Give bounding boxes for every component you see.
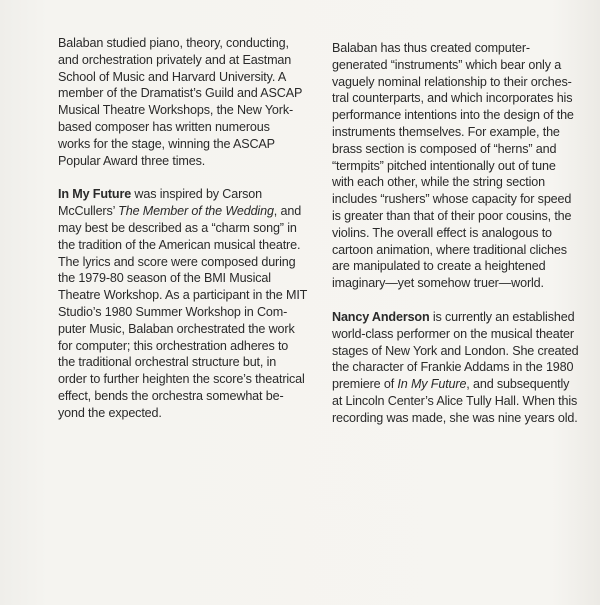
text-line: the 1979-80 season of the BMI Musical xyxy=(58,271,271,286)
text-line: are manipulated to create a heightened xyxy=(332,259,546,274)
text-line xyxy=(332,309,577,326)
text-line: cartoon animation, where traditional cliches xyxy=(332,242,567,257)
text-line: order to further heighten the score’s theatrical xyxy=(58,372,305,387)
text-line: Balaban has thus created computer- xyxy=(332,41,530,55)
text-line: Studio’s 1980 Summer Workshop in Com- xyxy=(58,304,288,319)
text-line: the character of Frankie Addams in the 1980 xyxy=(332,360,574,375)
work-description-paragraph xyxy=(58,186,308,421)
text-line: for computer; this orchestration adheres to xyxy=(58,338,289,353)
left-column xyxy=(58,35,308,439)
text-line: imaginary—yet somehow truer—world. xyxy=(332,276,544,291)
text-line: world-class performer on the musical theater xyxy=(332,326,574,341)
text-line xyxy=(58,186,303,203)
text-run: McCullers’ xyxy=(58,204,119,219)
biography-paragraph xyxy=(58,35,303,169)
text-line: member of the Dramatist’s Guild and ASCAP xyxy=(58,86,303,101)
text-line: Musical Theatre Workshops, the New York- xyxy=(58,103,294,118)
text-line: the traditional orchestral structure but, in xyxy=(58,355,277,370)
performer-paragraph xyxy=(332,309,577,427)
text-line xyxy=(332,376,577,393)
source-title: The Member of the Wedding xyxy=(118,204,274,219)
text-line: works for the stage, winning the ASCAP xyxy=(58,136,275,151)
text-line: at Lincoln Center’s Alice Tully Hall. When this xyxy=(332,393,578,408)
right-column xyxy=(332,40,577,444)
text-run: is currently an established xyxy=(429,309,575,324)
text-line: generated “instruments” which bear only a xyxy=(332,57,562,72)
text-line: The lyrics and score were composed during xyxy=(58,254,296,269)
text-line: brass section is composed of “herns” and xyxy=(332,141,557,156)
instruments-paragraph xyxy=(332,40,577,292)
text-line: tral counterparts, and which incorporates his xyxy=(332,91,573,106)
work-title-italic: In My Future xyxy=(397,377,467,392)
text-line: yond the expected. xyxy=(58,405,162,420)
text-line: Theatre Workshop. As a participant in the MIT xyxy=(58,288,308,303)
text-line: Balaban studied piano, theory, conducting, xyxy=(58,36,289,50)
text-line: based composer has written numerous xyxy=(58,119,270,134)
text-line: stages of New York and London. She created xyxy=(332,343,579,358)
text-line: puter Music, Balaban orchestrated the work xyxy=(58,321,295,336)
text-line: instruments themselves. For example, the xyxy=(332,124,560,139)
text-line: may best be described as a “charm song” in xyxy=(58,220,297,235)
text-line: performance intentions into the design of the xyxy=(332,108,574,123)
text-line: is greater than that of their poor cousins, the xyxy=(332,208,572,223)
text-line: violins. The overall effect is analogous to xyxy=(332,225,552,240)
text-line: includes “rushers” whose capacity for speed xyxy=(332,192,572,207)
work-title: In My Future xyxy=(58,187,132,202)
performer-name: Nancy Anderson xyxy=(332,309,430,324)
text-line: the tradition of the American musical theatre. xyxy=(58,237,301,252)
text-line: and orchestration privately and at Eastman xyxy=(58,52,292,67)
text-line: recording was made, she was nine years old. xyxy=(332,410,578,425)
text-line: effect, bends the orchestra somewhat be- xyxy=(58,388,284,403)
text-line: with each other, while the string section xyxy=(332,175,545,190)
text-line: Popular Award three times. xyxy=(58,153,206,168)
text-run: was inspired by Carson xyxy=(131,187,263,202)
text-line: School of Music and Harvard University. A xyxy=(58,69,287,84)
text-line xyxy=(58,203,303,220)
text-run: , and xyxy=(273,204,302,219)
text-line: “termpits” pitched intentionally out of tune xyxy=(332,158,556,173)
text-run: premiere of xyxy=(332,377,398,392)
text-run: , and subsequently xyxy=(466,377,570,392)
text-line: vaguely nominal relationship to their orches- xyxy=(332,74,572,89)
